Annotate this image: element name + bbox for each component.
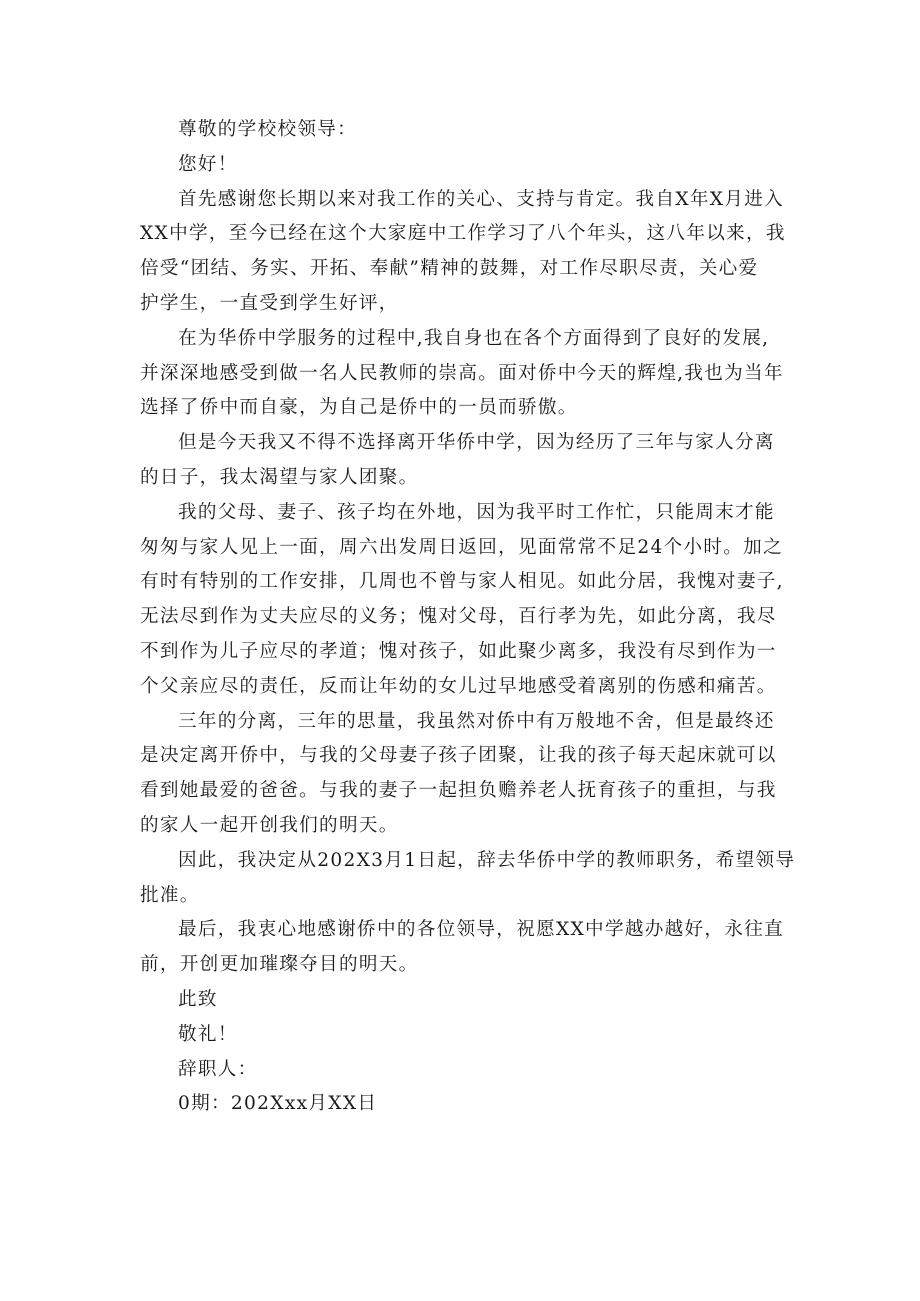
paragraph-line: 匆匆与家人见上一面，周六出发周日返回，见面常常不足24个小时。加之 bbox=[140, 536, 783, 558]
paragraph-line: 首先感谢您长期以来对我工作的关心、支持与肯定。我自X年X月进入 bbox=[178, 188, 784, 210]
date-line: 0期：202Xxx月XX日 bbox=[178, 1093, 378, 1115]
closing: 此致 bbox=[178, 988, 218, 1010]
paragraph-line: 在为华侨中学服务的过程中,我自身也在各个方面得到了良好的发展, bbox=[178, 327, 770, 349]
paragraph-line: 是决定离开侨中，与我的父母妻子孩子团聚，让我的孩子每天起床就可以 bbox=[140, 745, 777, 767]
paragraph-line: 护学生，一直受到学生好评， bbox=[140, 292, 399, 314]
greeting: 您好！ bbox=[178, 153, 238, 175]
paragraph-line: 选择了侨中而自豪，为自己是侨中的一员而骄傲。 bbox=[140, 397, 578, 419]
paragraph-final-thanks bbox=[140, 913, 782, 983]
paragraph-family bbox=[140, 496, 782, 705]
signature-label: 辞职人： bbox=[178, 1058, 258, 1080]
paragraph-line: 个父亲应尽的责任，反而让年幼的女儿过早地感受着离别的伤感和痛苦。 bbox=[140, 675, 777, 697]
paragraph-line: 最后，我衷心地感谢侨中的各位领导，祝愿XX中学越办越好，永往直 bbox=[178, 919, 784, 941]
paragraph-line: 我的父母、妻子、孩子均在外地，因为我平时工作忙，只能周末才能 bbox=[178, 501, 775, 523]
regards: 敬礼！ bbox=[178, 1023, 238, 1045]
paragraph-line: 倍受“团结、务实、开拓、奉献”精神的鼓舞，对工作尽职尽责，关心爱 bbox=[140, 258, 759, 280]
paragraph-development bbox=[140, 322, 782, 426]
paragraph-line: 前，开创更加璀璨夺目的明天。 bbox=[140, 954, 419, 976]
letter-page bbox=[140, 113, 796, 1122]
paragraph-line: 并深深地感受到做一名人民教师的崇高。面对侨中今天的辉煌,我也为当年 bbox=[140, 362, 784, 384]
paragraph-line: 批准。 bbox=[140, 884, 200, 906]
paragraph-line: 但是今天我又不得不选择离开华侨中学，因为经历了三年与家人分离 bbox=[178, 432, 775, 454]
paragraph-reason bbox=[140, 426, 782, 496]
paragraph-line: 看到她最爱的爸爸。与我的妻子一起担负赡养老人抚育孩子的重担，与我 bbox=[140, 780, 777, 802]
paragraph-line: 的家人一起开创我们的明天。 bbox=[140, 814, 399, 836]
paragraph-line: 有时有特别的工作安排，几周也不曾与家人相见。如此分居，我愧对妻子, bbox=[140, 571, 784, 593]
paragraph-thanks bbox=[140, 183, 786, 322]
salutation: 尊敬的学校校领导： bbox=[178, 119, 358, 140]
paragraph-decision-reason bbox=[140, 705, 782, 844]
paragraph-resignation bbox=[140, 844, 796, 914]
paragraph-line: 无法尽到作为丈夫应尽的义务；愧对父母，百行孝为先，如此分离，我尽 bbox=[140, 606, 777, 628]
paragraph-line: 三年的分离，三年的思量，我虽然对侨中有万般地不舍，但是最终还 bbox=[178, 710, 775, 732]
paragraph-line: XX中学，至今已经在这个大家庭中工作学习了八个年头，这八年以来，我 bbox=[140, 223, 786, 245]
paragraph-line: 的日子，我太渴望与家人团聚。 bbox=[140, 466, 419, 488]
paragraph-line: 因此，我决定从202X3月1日起，辞去华侨中学的教师职务，希望领导 bbox=[178, 849, 796, 871]
paragraph-line: 不到作为儿子应尽的孝道；愧对孩子，如此聚少离多，我没有尽到作为一 bbox=[140, 640, 777, 662]
